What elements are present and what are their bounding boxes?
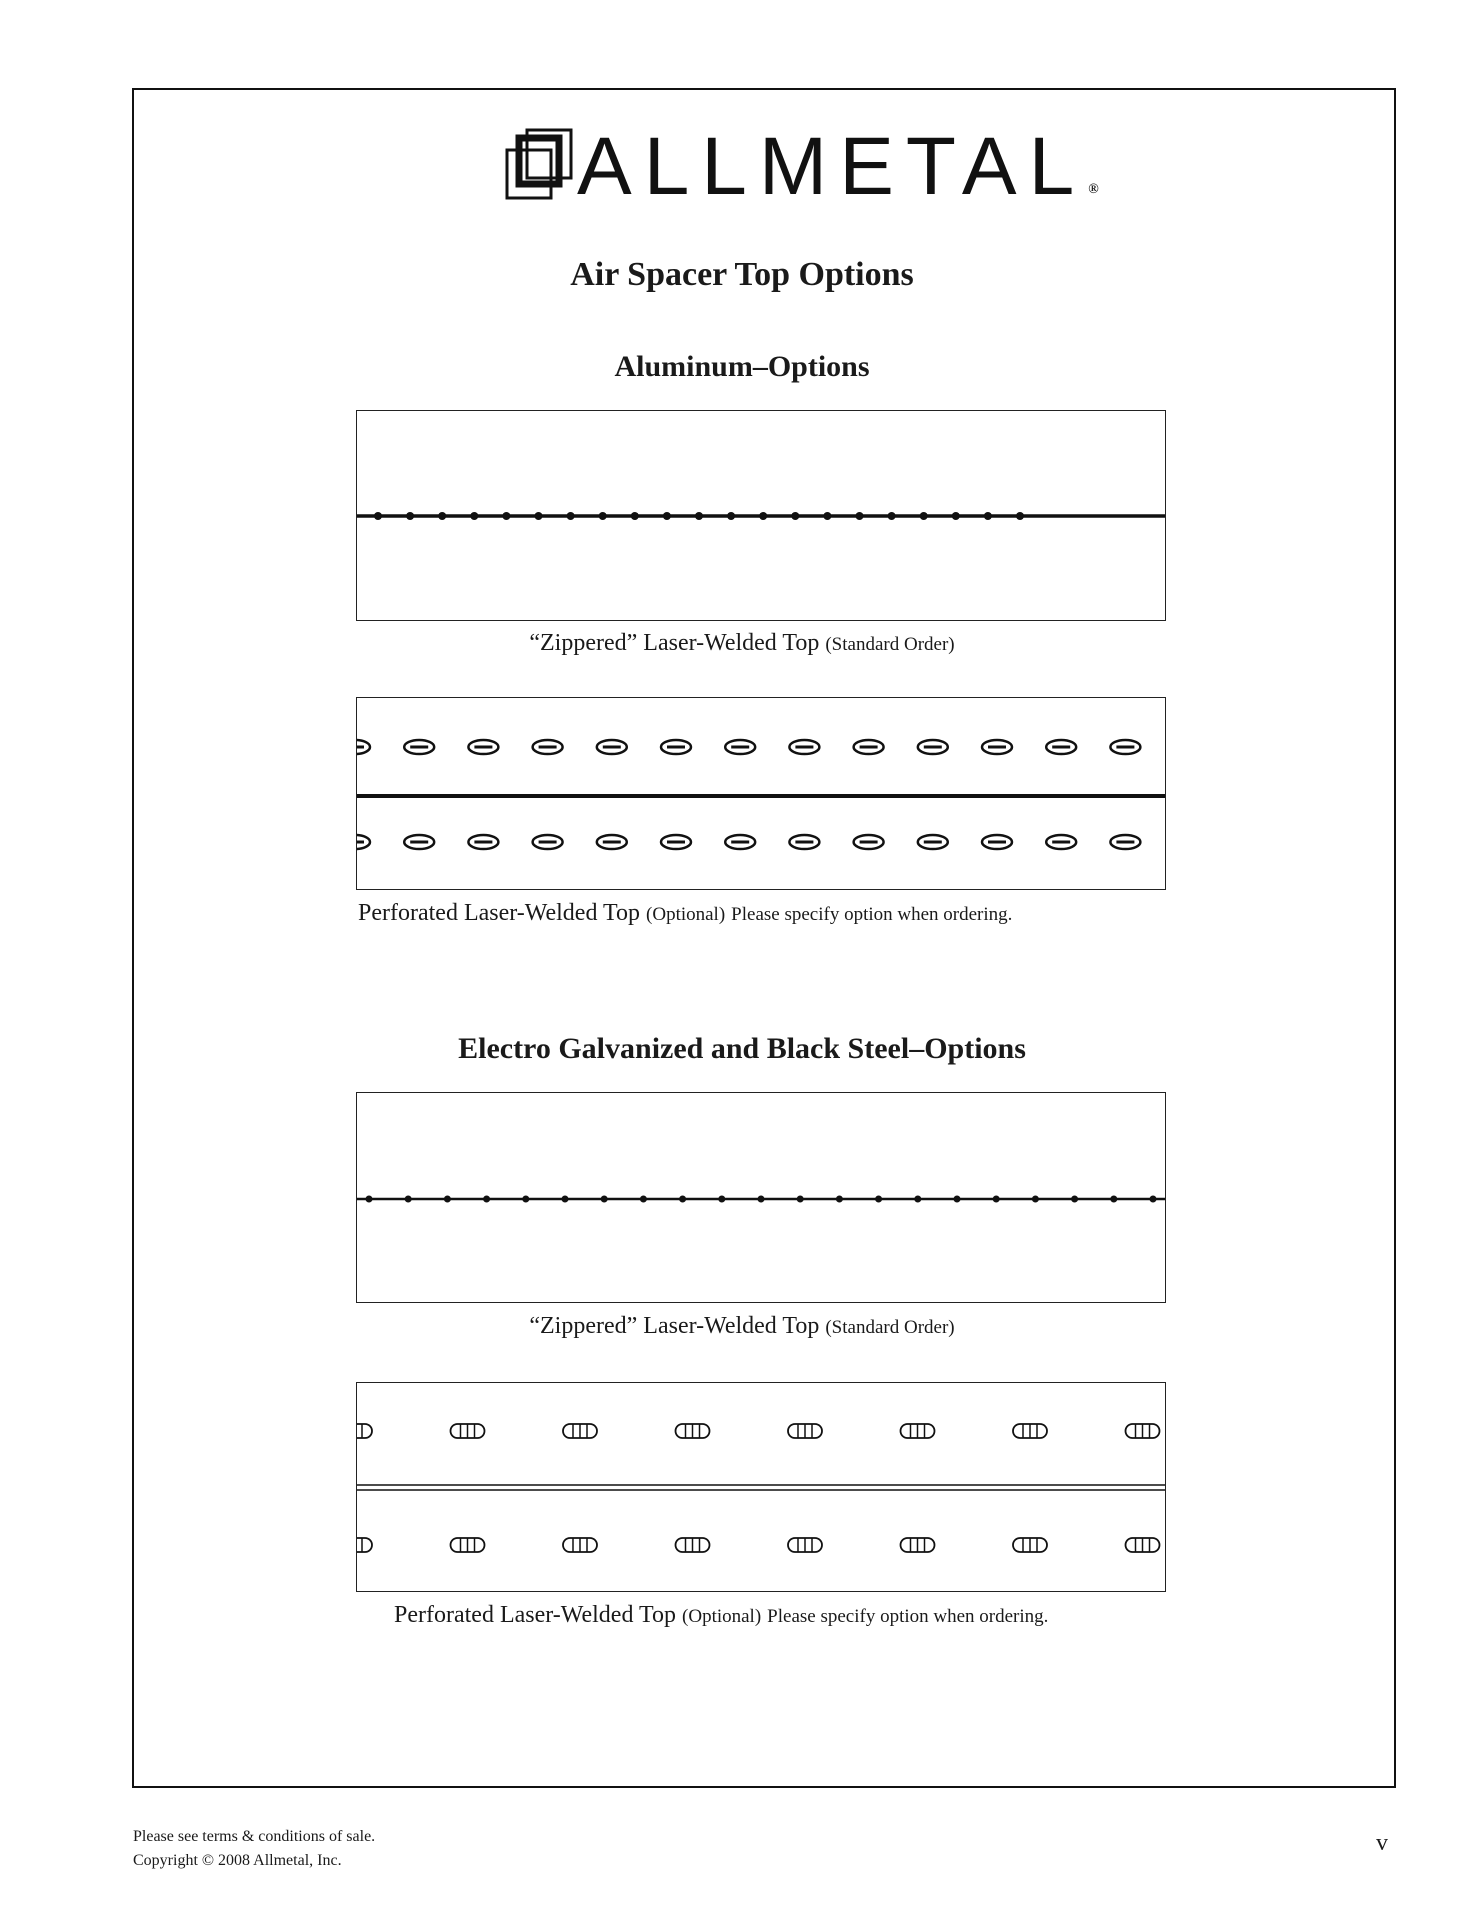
figure-steel-zippered: [356, 1092, 1166, 1303]
weld-dot: [679, 1196, 686, 1203]
weld-dot: [366, 1196, 373, 1203]
figure-steel-perforated: [356, 1382, 1166, 1592]
weld-dot: [797, 1196, 804, 1203]
weld-dot: [836, 1196, 843, 1203]
weld-dot: [954, 1196, 961, 1203]
section-heading-aluminum: Aluminum–Options: [614, 350, 870, 383]
weld-dot: [631, 512, 639, 520]
caption-aluminum-zippered: “Zippered” Laser-Welded Top (Standard Order): [529, 630, 955, 656]
caption-steel-zippered: “Zippered” Laser-Welded Top (Standard Order): [529, 1313, 955, 1339]
weld-dot: [759, 512, 767, 520]
figure-aluminum-perforated: [356, 697, 1166, 890]
weld-dot: [1032, 1196, 1039, 1203]
weld-dot: [601, 1196, 608, 1203]
weld-dot: [875, 1196, 882, 1203]
weld-dot: [758, 1196, 765, 1203]
weld-dot: [1071, 1196, 1078, 1203]
caption-steel-perforated: Perforated Laser-Welded Top (Optional) Please specify option when ordering.: [394, 1602, 1049, 1628]
perforation-slot: [357, 1424, 372, 1438]
weld-dot: [640, 1196, 647, 1203]
weld-dot: [1150, 1196, 1157, 1203]
weld-dot: [823, 512, 831, 520]
weld-dot: [438, 512, 446, 520]
weld-dot: [791, 512, 799, 520]
figure-aluminum-zippered: [356, 410, 1166, 621]
page-title: Air Spacer Top Options: [570, 256, 914, 293]
section-heading-steel: Electro Galvanized and Black Steel–Options: [458, 1032, 1026, 1065]
weld-dot: [535, 512, 543, 520]
weld-dot: [374, 512, 382, 520]
weld-dot: [856, 512, 864, 520]
weld-dot: [718, 1196, 725, 1203]
weld-dot: [502, 512, 510, 520]
weld-dot: [406, 512, 414, 520]
weld-dot: [1016, 512, 1024, 520]
weld-dot: [1110, 1196, 1117, 1203]
weld-dot: [562, 1196, 569, 1203]
perforation-slot: [357, 1538, 372, 1552]
weld-dot: [888, 512, 896, 520]
weld-dot: [993, 1196, 1000, 1203]
weld-dot: [470, 512, 478, 520]
caption-aluminum-perforated: Perforated Laser-Welded Top (Optional) Please specify option when ordering.: [358, 900, 1013, 926]
weld-dot: [599, 512, 607, 520]
weld-dot: [920, 512, 928, 520]
footer-copyright: Copyright © 2008 Allmetal, Inc.: [133, 1852, 342, 1869]
weld-dot: [405, 1196, 412, 1203]
page-number: v: [1376, 1830, 1388, 1856]
logo-text: ALLMETAL: [577, 121, 1087, 212]
allmetal-logo: [505, 121, 1099, 212]
weld-dot: [695, 512, 703, 520]
weld-dot: [914, 1196, 921, 1203]
weld-dot: [567, 512, 575, 520]
registered-mark: ®: [1088, 182, 1099, 197]
weld-dot: [663, 512, 671, 520]
weld-dot: [483, 1196, 490, 1203]
logo-squares-icon: [505, 128, 577, 202]
weld-dot: [984, 512, 992, 520]
weld-dot: [522, 1196, 529, 1203]
weld-dot: [444, 1196, 451, 1203]
footer-terms: Please see terms & conditions of sale.: [133, 1828, 376, 1845]
weld-dot: [952, 512, 960, 520]
weld-dot: [727, 512, 735, 520]
